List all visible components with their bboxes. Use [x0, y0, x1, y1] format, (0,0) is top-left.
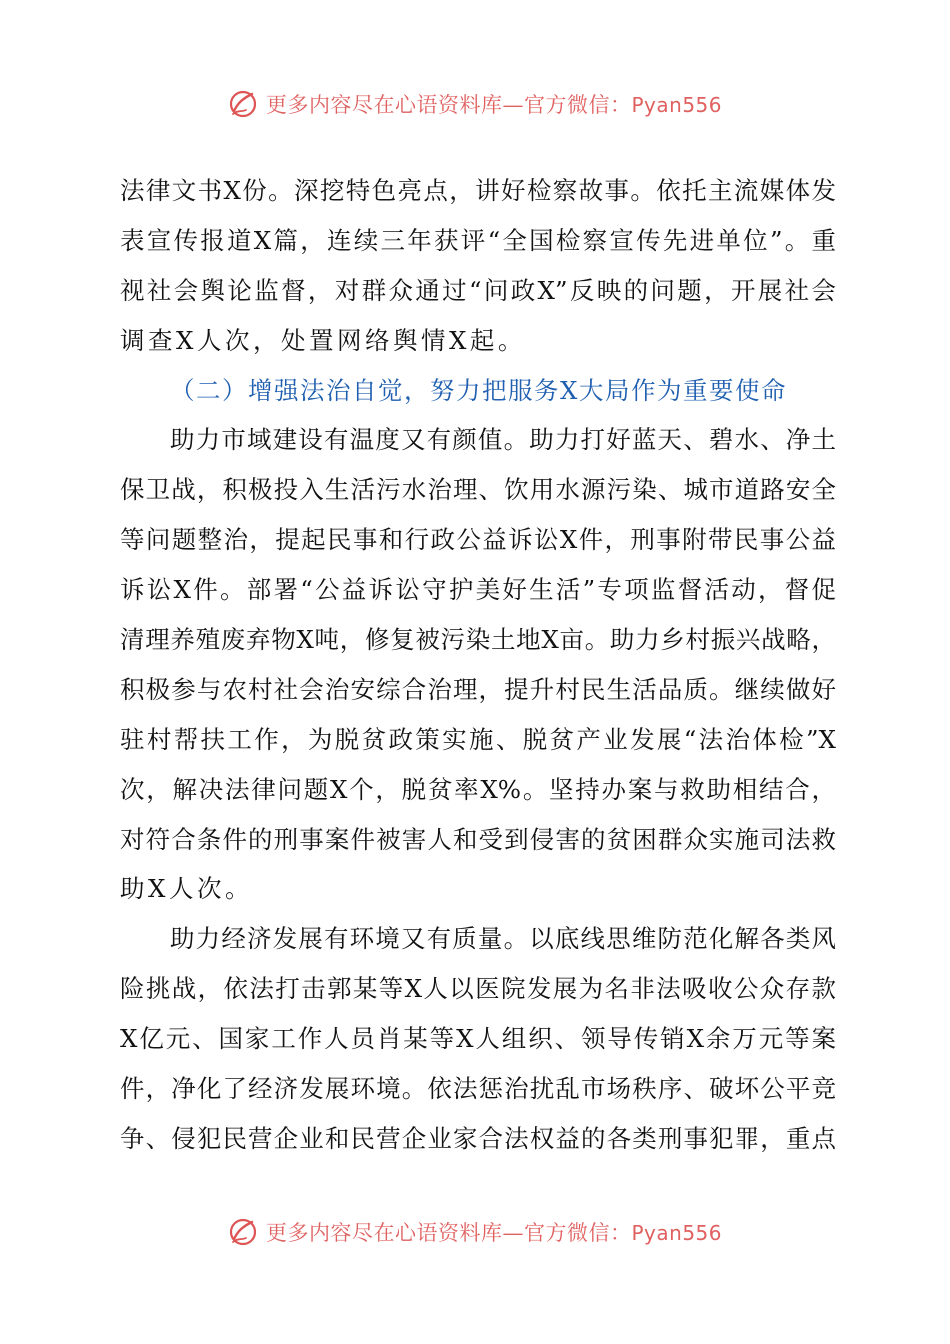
text-line: 助X人次。 [120, 874, 253, 904]
banner-inner [228, 89, 722, 119]
text-line: 视社会舆论监督，对群众通过“问政X”反映的问题，开展社会 [120, 275, 836, 305]
wechat-id: Pyan556 [631, 93, 722, 117]
text-line: 驻村帮扶工作，为脱贫政策实施、脱贫产业发展“法治体检”X [120, 724, 836, 754]
text-line: 等问题整治，提起民事和行政公益诉讼X件，刑事附带民事公益 [120, 525, 836, 555]
banner-caption: 更多内容尽在心语资料库—官方微信： [265, 1221, 632, 1245]
text-line: 件，净化了经济发展环境。依法惩治扰乱市场秩序、破坏公平竞 [120, 1074, 836, 1104]
text-line: 助力市域建设有温度又有颜值。助力打好蓝天、碧水、净土 [170, 425, 836, 455]
header-banner [0, 84, 950, 124]
pen-signature-icon [228, 89, 258, 119]
banner-text [266, 89, 722, 119]
text-line: 调查X人次，处置网络舆情X起。 [120, 325, 526, 355]
text-line: 助力经济发展有环境又有质量。以底线思维防范化解各类风 [170, 924, 836, 954]
document-body [120, 166, 836, 1164]
pen-signature-icon [228, 1217, 258, 1247]
text-line: 诉讼X件。部署“公益诉讼守护美好生活”专项监督活动，督促 [120, 575, 836, 605]
wechat-id: Pyan556 [631, 1221, 722, 1245]
text-line: 次，解决法律问题X个，脱贫率X%。坚持办案与救助相结合， [120, 774, 836, 804]
text-line: X亿元、国家工作人员肖某等X人组织、领导传销X余万元等案 [120, 1024, 836, 1054]
banner-inner [228, 1217, 722, 1247]
text-line: 表宣传报道X篇，连续三年获评“全国检察宣传先进单位”。重 [120, 225, 836, 255]
text-line: 争、侵犯民营企业和民营企业家合法权益的各类刑事犯罪，重点 [120, 1123, 836, 1153]
text-line: 法律文书X份。深挖特色亮点，讲好检察故事。依托主流媒体发 [120, 176, 836, 205]
banner-text [266, 1217, 722, 1247]
text-line: 积极参与农村社会治安综合治理，提升村民生活品质。继续做好 [120, 674, 836, 704]
footer-banner [0, 1212, 950, 1252]
section-heading: （二）增强法治自觉，努力把服务X大局作为重要使命 [170, 375, 787, 405]
text-line: 险挑战，依法打击郭某等X人以医院发展为名非法吸收公众存款 [120, 974, 836, 1004]
text-line: 清理养殖废弃物X吨，修复被污染土地X亩。助力乡村振兴战略， [120, 625, 836, 655]
text-line: 对符合条件的刑事案件被害人和受到侵害的贫困群众实施司法救 [120, 824, 836, 854]
text-line: 保卫战，积极投入生活污水治理、饮用水源污染、城市道路安全 [120, 475, 836, 505]
banner-caption: 更多内容尽在心语资料库—官方微信： [265, 93, 632, 117]
